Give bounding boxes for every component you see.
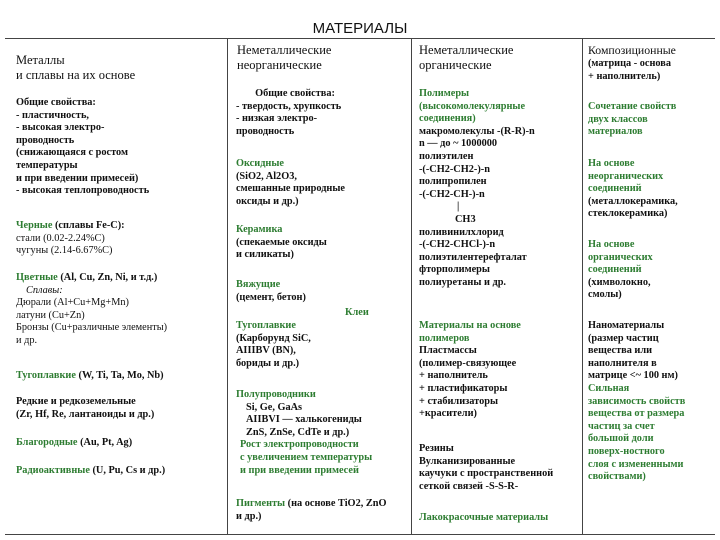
polymers-more-list: поливинилхлорид -(-CH2-CHCl-)-n полиэтилентерефталат фторполимеры полиуретаны и др. — [419, 226, 527, 288]
refractory-elements: (W, Ti, Ta, Mo, Nb) — [75, 370, 164, 381]
inorganic-props-title: Общие свойства: — [255, 88, 335, 99]
oxides-label: Оксидные — [236, 158, 284, 169]
polymer-branch-bar: | — [457, 201, 460, 213]
binders-label: Вяжущие — [236, 279, 281, 290]
column-divider-3 — [582, 39, 583, 535]
glue-label: Клеи — [345, 307, 369, 318]
polymer-materials-block — [419, 320, 581, 421]
semi-label: Полупроводники — [236, 389, 316, 400]
radioactive-label: Радиоактивные — [16, 465, 90, 476]
refr-label: Тугоплавкие — [236, 320, 296, 331]
refr-list: (Карборунд SiC, AIIIBV (BN), бориды и др.) — [236, 332, 311, 369]
metals-props-title: Общие свойства: — [16, 97, 96, 108]
nanomaterials-block — [588, 320, 718, 484]
pigments-block — [236, 498, 410, 523]
nonferrous-label: Цветные — [16, 272, 58, 283]
binders-block — [236, 279, 406, 304]
inorganic-composites-list: (металлокерамика, стеклокерамика) — [588, 195, 678, 220]
ferrous-list: стали (0.02-2.24%C) чугуны (2.14-6.67%C) — [16, 232, 113, 257]
metals-column — [16, 97, 221, 198]
binders-list: (цемент, бетон) — [236, 291, 306, 303]
semi-note: Рост электропроводности с увеличением температуры и при введении примесей — [240, 439, 373, 476]
ceramics-label: Керамика — [236, 224, 283, 235]
pigments-label: Пигменты — [236, 498, 286, 509]
composites-subheading: (матрица - основа + наполнитель) — [588, 58, 672, 82]
rare-metals: Редкие и редкоземельные (Zr, Hf, Re, лантаноиды и др.) — [16, 396, 155, 420]
page-title: МАТЕРИАЛЫ — [312, 20, 408, 37]
pigments-text: (на основе TiO2, ZnO и др.) — [236, 498, 387, 522]
paints-label: Лакокрасочные материалы — [419, 512, 549, 523]
semi-list: Si, Ge, GaAs AIIBVI — халькогениды ZnS, ZnSe, CdTe и др.) — [246, 401, 362, 438]
oxides-list: (SiO2, Al2O3, смешанные природные оксиды и др.) — [236, 170, 345, 207]
inorganic-props — [236, 88, 406, 138]
nanomaterials-text: Наноматериалы (размер частиц вещества или наполнителя в матрице <~ 100 нм) — [588, 320, 678, 382]
polymer-ch3-group: CH3 — [455, 213, 476, 225]
nanomaterials-note: Сильная зависимость свойств вещества от размера частиц за счет большой доли поверх-ностного слоя с измененными свойствами) — [588, 382, 686, 483]
composites-heading: Композиционные — [588, 43, 676, 57]
organic-composites-list: (химволокно, смолы) — [588, 276, 651, 301]
ceramics-block — [236, 224, 406, 262]
inorganic-composites — [588, 158, 718, 221]
alloys-label: Сплавы: — [26, 284, 63, 296]
bottom-rule — [5, 534, 715, 535]
refractory-nonmetals — [236, 320, 406, 370]
nonferrous-block — [16, 272, 226, 348]
ceramics-list: (спекаемые оксиды и силикаты) — [236, 236, 327, 261]
ferrous-label: Черные — [16, 220, 53, 231]
radioactive-metals — [16, 465, 226, 478]
semiconductors-block — [236, 389, 408, 477]
plastics-list: Пластмассы (полимер-связующее + наполнитель + пластификаторы + стабилизаторы +красители) — [419, 345, 517, 420]
noble-elements: (Au, Pt, Ag) — [77, 437, 133, 448]
noble-metals — [16, 437, 226, 450]
radioactive-elements: (U, Pu, Cs и др.) — [89, 465, 166, 476]
top-rule — [5, 38, 715, 39]
oxides-block — [236, 158, 406, 208]
refractory-label: Тугоплавкие — [16, 370, 76, 381]
ferrous-block — [16, 220, 221, 258]
inorganic-composites-label: На основе неорганических соединений — [588, 158, 664, 195]
column-divider-1 — [227, 39, 228, 535]
ferrous-formula: (сплавы Fe-C): — [52, 220, 125, 231]
organic-heading: Неметаллические органические — [419, 43, 514, 72]
polymers-label: Полимеры (высокомолекулярные соединения) — [419, 88, 526, 125]
refractory-metals — [16, 370, 226, 383]
polymer-materials-label: Материалы на основе полимеров — [419, 320, 521, 344]
nonferrous-elements: (Al, Cu, Zn, Ni, и т.д.) — [57, 272, 158, 283]
polymers-block — [419, 88, 581, 290]
metals-props-list: - пластичность, - высокая электро- проводность (снижающаяся с ростом температуры и при введении примесей) - высокая теплопроводность — [16, 109, 150, 197]
alloys-list: Дюрали (Al+Cu+Mg+Mn) латуни (Cu+Zn) Бронзы (Cu+различные элементы) и др. — [16, 297, 168, 346]
inorganic-props-list: - твердость, хрупкость - низкая электро- проводность — [236, 100, 342, 137]
metals-heading: Металлы и сплавы на их основе — [16, 53, 136, 82]
column-divider-2 — [411, 39, 412, 535]
rubbers-block: Резины Вулканизированные каучуки с пространственной сеткой связей -S-S-R- — [419, 443, 554, 492]
organic-composites — [588, 239, 718, 302]
organic-composites-label: На основе органических соединений — [588, 239, 653, 276]
combo-text: Сочетание свойств двух классов материалов — [588, 101, 677, 138]
noble-label: Благородные — [16, 437, 78, 448]
macromolecules-list: макромолекулы -(R-R)-n n — до ~ 1000000 полиэтилен -(-CH2-CH2-)-n полипропилен -(-CH2-CH-)-n — [419, 125, 535, 200]
inorganic-heading: Неметаллические неорганические — [237, 43, 332, 72]
